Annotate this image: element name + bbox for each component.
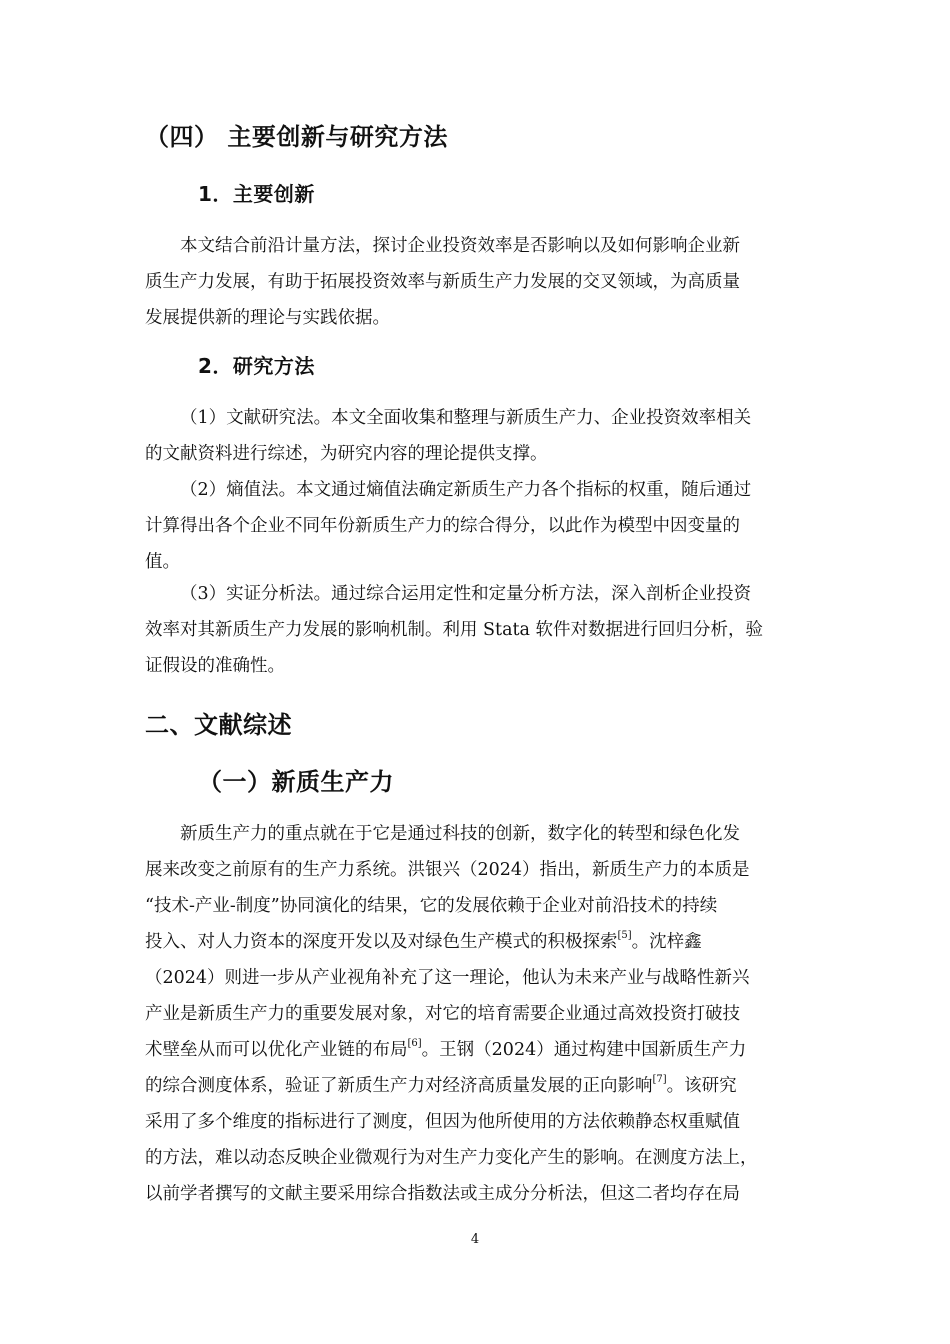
citation-6: [6] — [407, 1038, 422, 1049]
text-line: 本文结合前沿计量方法，探讨企业投资效率是否影响以及如何影响企业新 — [180, 236, 740, 256]
text-line: （1）文献研究法。本文全面收集和整理与新质生产力、企业投资效率相关 — [180, 408, 752, 428]
citation-7: [7] — [652, 1074, 667, 1085]
text-line: 展来改变之前原有的生产力系统。洪银兴（2024）指出，新质生产力的本质是 — [145, 860, 750, 880]
text-line: 发展提供新的理论与实践依据。 — [145, 308, 390, 328]
text-line — [145, 1032, 815, 1068]
text-line: 效率对其新质生产力发展的影响机制。利用 Stata 软件对数据进行回归分析，验 — [145, 620, 764, 640]
text-line: 证假设的准确性。 — [145, 656, 285, 676]
text-line: （2）熵值法。本文通过熵值法确定新质生产力各个指标的权重，随后通过 — [180, 480, 752, 500]
text-line: （2024）则进一步从产业视角补充了这一理论，他认为未来产业与战略性新兴 — [145, 968, 750, 988]
text-line: 的文献资料进行综述，为研究内容的理论提供支撑。 — [145, 444, 548, 464]
section-heading-innovation-methods: （四） 主要创新与研究方法 — [145, 123, 448, 151]
text-line: 采用了多个维度的指标进行了测度，但因为他所使用的方法依赖静态权重赋值 — [145, 1112, 740, 1132]
text-line — [145, 1068, 815, 1104]
text-segment: 。沈梓鑫 — [631, 932, 702, 952]
text-segment: 。该研究 — [666, 1076, 737, 1096]
paragraph-method-entropy — [145, 472, 815, 580]
text-line: 以前学者撰写的文献主要采用综合指数法或主成分分析法，但这二者均存在局 — [145, 1184, 740, 1204]
text-line: 新质生产力的重点就在于它是通过科技的创新，数字化的转型和绿色化发 — [180, 824, 740, 844]
text-line: 值。 — [145, 552, 180, 572]
section-heading-new-quality-productivity: （一）新质生产力 — [198, 768, 394, 796]
page-number: 4 — [470, 1232, 480, 1247]
text-line: “技术-产业-制度”协同演化的结果，它的发展依赖于企业对前沿技术的持续 — [145, 896, 718, 916]
chapter-heading-literature-review: 二、文献综述 — [145, 711, 292, 739]
subheading-main-innovation: 1．主要创新 — [198, 182, 315, 206]
text-line: 产业是新质生产力的重要发展对象，对它的培育需要企业通过高效投资打破技 — [145, 1004, 740, 1024]
citation-5: [5] — [617, 930, 632, 941]
paragraph-literature-review — [145, 816, 815, 1212]
paragraph-method-empirical — [145, 576, 815, 684]
text-line: 计算得出各个企业不同年份新质生产力的综合得分，以此作为模型中因变量的 — [145, 516, 740, 536]
subheading-research-methods: 2．研究方法 — [198, 354, 315, 378]
paragraph-main-innovation — [145, 228, 815, 336]
text-segment: 投入、对人力资本的深度开发以及对绿色生产模式的积极探索 — [145, 932, 618, 952]
text-line — [145, 924, 815, 960]
text-segment: 术壁垒从而可以优化产业链的布局 — [145, 1040, 408, 1060]
text-line: （3）实证分析法。通过综合运用定性和定量分析方法，深入剖析企业投资 — [180, 584, 752, 604]
text-segment: 的综合测度体系，验证了新质生产力对经济高质量发展的正向影响 — [145, 1076, 653, 1096]
text-line: 的方法，难以动态反映企业微观行为对生产力变化产生的影响。在测度方法上， — [145, 1148, 758, 1168]
text-segment: 。王钢（2024）通过构建中国新质生产力 — [421, 1040, 747, 1060]
paragraph-method-literature — [145, 400, 815, 472]
text-line: 质生产力发展，有助于拓展投资效率与新质生产力发展的交叉领域，为高质量 — [145, 272, 740, 292]
